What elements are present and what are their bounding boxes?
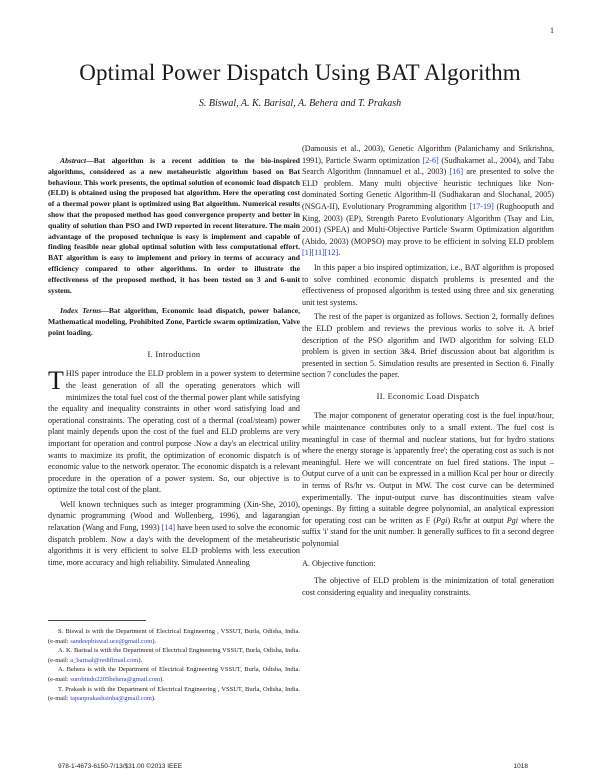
r-p4-b: ) Rs/hr at output: [447, 515, 507, 525]
email-link[interactable]: a_barisal@rediffmail.com: [70, 656, 139, 664]
footer-page-number: 1018: [513, 763, 528, 770]
footnote: [48, 665, 300, 684]
r-p1-e: .: [338, 248, 341, 258]
right-paragraph-5: The objective of ELD problem is the minimization of total generation cost considering equality and inequality constraints.: [302, 576, 554, 597]
footnote: [48, 685, 300, 704]
footnote-text: T. Prakash is with the Department of Electrical Engineering , VSSUT, Burla, Odisha, India. (e-mail:: [48, 685, 300, 703]
email-link[interactable]: surobindo2205behera@gmail.com: [70, 675, 161, 683]
page-number: 1: [550, 26, 554, 35]
abstract: [48, 156, 300, 296]
footnote-tail: ).: [152, 637, 157, 645]
r-p1-d: (Rughooputh and King, 2003) (EP), Strength Pareto Evolutionary Algorithm (Tsay and Lin, 2001) (SPEA) and Multi-Objective Particle Swarm Optimization algorithm (Abido, 2003) (MOPSO) may prove to be efficient in solving ELD problem: [302, 201, 554, 246]
r-p4-c: where the suffix 'i' stand for the unit number. It generally suffices to fit a second degree polynomial: [302, 515, 554, 548]
symbol-pgi: Pgi: [506, 515, 519, 525]
right-paragraph-3: The rest of the paper is organized as follows. Section 2, formally defines the ELD problem and reviews the previous works to solve it. A brief description of the PSO algorithm and IWD algorithm for solving ELD problem is given in section 3&4. Brief discussion about bat algorithm is presented in section 5. Simulation results are presented in Section 6. Finally section 7 concludes the paper.: [302, 312, 554, 380]
intro-paragraph-2: [48, 499, 300, 569]
intro-p2-text-b: have been used to solve the economic dispatch problem. Now a day's with the development of the metaheuristic algorithms it is very efficient to solve ELD problems with less execution time, more accuracy and high reliability. Simulated Annealing: [48, 523, 300, 567]
drop-cap: T: [48, 366, 64, 396]
index-terms: [48, 306, 300, 338]
footnote-tail: ).: [138, 656, 143, 664]
email-link[interactable]: sandeepbiswal.uce@gmail.com: [70, 637, 153, 645]
intro-paragraph-1-text: HIS paper introduce the ELD problem in a power system to determine the least generation of all the operating generators which will minimizes the total fuel cost of the thermal power plant while satisfying the equality and inequality constraints in other word satisfying load and operational constraints. The operating cost of a thermal (coal/steam) power plant mainly depends upon the cost of the fuel and ELD problems are very important for operation and control purpose .Now a day's an electrical utility wants to maximize its profit, the optimization of economic dispatch is of economic value to the network operator. The economic dispatch is a relevant procedure in the operation of a power system. So, our objective is to optimize the total cost of the plant.: [48, 369, 300, 495]
right-paragraph-2: In this paper a bio inspired optimization, i.e., BAT algorithm is proposed to solve combined economic dispatch problems is presented and the effectiveness of proposed algorithm is tested using three and six generating unit test systems.: [302, 262, 554, 307]
right-paragraph-1: [302, 143, 554, 259]
r-p1-b: (Sudhakarnet al., 2004), and Tabu Search Algorithm (Innnamuel et al., 2003): [302, 155, 554, 177]
footnotes: [48, 627, 300, 704]
abstract-label: Abstract: [60, 156, 87, 165]
index-terms-label: Index Terms: [60, 306, 102, 316]
r-p1-a: (Damousis et al., 2003), Genetic Algorithm (Palanichamy and Srikrishna, 1991), Particle Swarm optimization: [302, 144, 554, 165]
index-terms-text: —Bat algorithm, Economic load dispatch, power balance, Mathematical modeling, Prohibited Zone, Particle swarm optimization, Valve point loading.: [48, 306, 301, 337]
footnote-divider: [48, 620, 146, 621]
subsection-heading-objective: A. Objective function:: [302, 558, 376, 568]
paper-title: Optimal Power Dispatch Using BAT Algorithm: [79, 60, 521, 85]
citation-link[interactable]: [17-19]: [469, 201, 494, 211]
right-paragraph-4: [302, 410, 554, 549]
r-p1-c: are presented to solve the ELD problem. Many multi objective heuristic techniques like Non-dominated Sorting Genetic Algorithm-II (Sudhakaran and Slochanal, 2005) (NSGA-II), Evolutionary Programming algorithm: [302, 167, 554, 211]
author-list: S. Biswal, A. K. Barisal, A. Behera and T. Prakash: [198, 98, 402, 109]
footnote-tail: ).: [151, 695, 156, 703]
abstract-text: —Bat algorithm is a recent addition to the bio-inspired algorithms, considered as a new metaheuristic algorithm based on Bat behaviour. This work presents, the optimal solution of economic load dispatch (ELD) is obtained using the proposed bat algorithm. Here the operating cost of a thermal power plant is optimized using Bat algorithm. Numerical results show that the proposed method has good convergence property and better in quality of solution than PSO and IWD reported in recent literature. The main advantage of the proposed technique is easy is implement and capable of finding feasible near global optimal solution with less computational effort. BAT algorithm is easy to implement and priory in terms of accuracy and efficiency compared to other algorithms. In order to illustrate the effectiveness of the proposed method, it has been tested on 3 and 6-unit system.: [48, 156, 300, 295]
citation-link[interactable]: [2-6]: [422, 155, 439, 165]
email-link[interactable]: tapanprakashsinha@gmail.com: [70, 695, 152, 703]
footer-isbn: 978-1-4673-6150-7/13/$31.00 ©2013 IEEE: [58, 763, 183, 770]
right-column: [302, 143, 554, 601]
footnote-text: A. K. Barisal is with the Department of Electrical Engineering VSSUT, Burla, Odisha, India. (e-mail:: [48, 647, 300, 664]
footnote: [48, 627, 300, 646]
footnote-tail: ).: [160, 675, 164, 683]
intro-paragraph-1: [48, 368, 300, 496]
left-column: [48, 156, 300, 571]
intro-p2-text-a: Well known techniques such as integer programming (Xin-She, 2010), dynamic programming (Wood and Wollenberg, 1996), and lagarangian relaxation (Wang and Fung, 1993): [48, 499, 300, 533]
symbol-pgi: Pgi: [436, 515, 448, 525]
citation-link[interactable]: [16]: [449, 167, 464, 177]
r-p4-a: The major component of generator operating cost is the fuel input/hour, while maintenance contributes only to a small extent. The fuel cost is meaningful in case of thermal and nuclear stations, but for hydro stations where the energy storage is 'apparently free'; the operating cost as such is not meaningful. Here we will concentrate on fuel fired stations. The input – Output curve of a unit can be expressed in a million Kcal per hour or directly in terms of Rs/hr vs. Output in MW. The cost curve can be determined experimentally. The input-output curve has discontinuities steam valve openings. By fitting a suitable degree polynomial, an analytical expression for operating cost can be written as F (: [302, 411, 554, 525]
footnote-text: A. Behera is with the Department of Electrical Engineering VSSUT, Burla, Odisha, India. (e-mail:: [48, 666, 300, 683]
footnote: [48, 646, 300, 665]
section-heading-introduction: I. Introduction: [147, 349, 201, 359]
section-heading-eld: II. Economic Load Dispatch: [376, 391, 480, 401]
citation-link[interactable]: [14]: [161, 523, 176, 533]
footnote-text: S. Biswal is with the Department of Electrical Engineering , VSSUT, Burla, Odisha, India. (e-mail:: [48, 628, 300, 645]
citation-link[interactable]: [1][11][12]: [302, 248, 339, 258]
